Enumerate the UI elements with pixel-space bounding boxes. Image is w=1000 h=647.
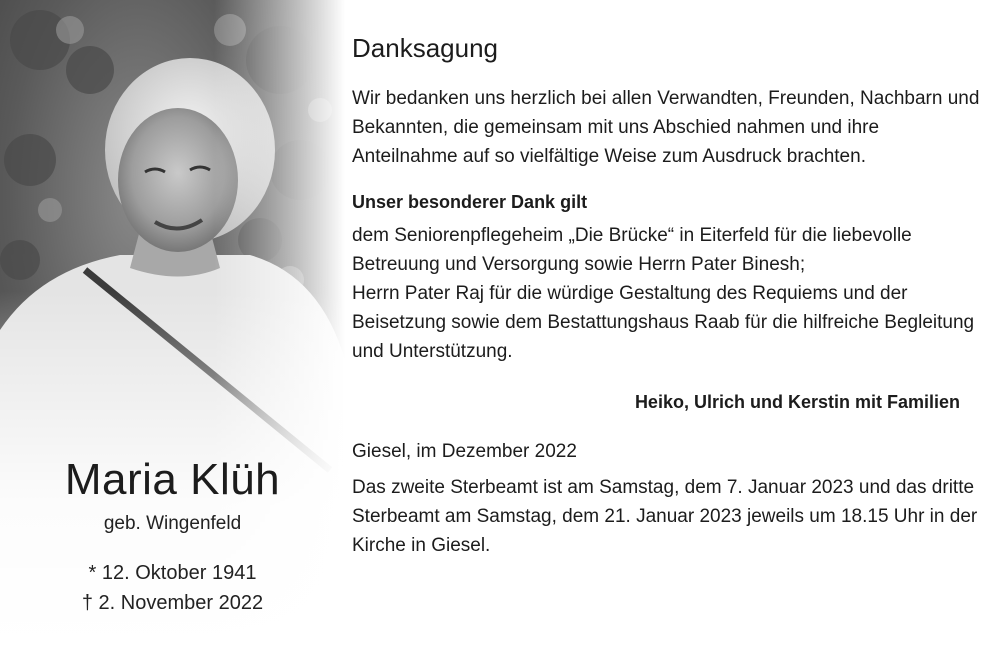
special-thanks-heading: Unser besonderer Dank gilt (352, 192, 588, 212)
place-date: Giesel, im Dezember 2022 (352, 441, 577, 462)
notice-text (352, 28, 982, 560)
intro-paragraph: Wir bedanken uns herzlich bei allen Verwandten, Freunden, Nachbarn und Bekannten, die gemeinsam mit uns Abschied nahmen und ihre Anteilnahme auf so vielfältige Weise zum Ausdruck brachten. (352, 88, 980, 167)
maiden-name: geb. Wingenfeld (103, 513, 242, 534)
special-thanks-priest: Herrn Pater Raj für die würdige Gestaltung des Requiems und der Beisetzung sowie dem Bestattungshaus Raab für die hilfreiche Begleitung und Unterstützung. (352, 283, 975, 362)
deceased-name: Maria Klüh (64, 455, 281, 504)
family-signature: Heiko, Ulrich und Kerstin mit Familien (634, 392, 960, 412)
death-date: † 2. November 2022 (81, 592, 264, 614)
deceased-info (0, 452, 345, 618)
notice-title: Danksagung (352, 33, 498, 63)
special-thanks-care-home: dem Seniorenpflegeheim „Die Brücke“ in Eiterfeld für die liebevolle Betreuung und Versorgung sowie Herrn Pater Binesh; (352, 225, 912, 275)
birth-date: * 12. Oktober 1941 (88, 562, 257, 584)
mass-info: Das zweite Sterbeamt ist am Samstag, dem 7. Januar 2023 und das dritte Sterbeamt am Samstag, dem 21. Januar 2023 jeweils um 18.15 Uhr in der Kirche in Giesel. (352, 477, 978, 556)
